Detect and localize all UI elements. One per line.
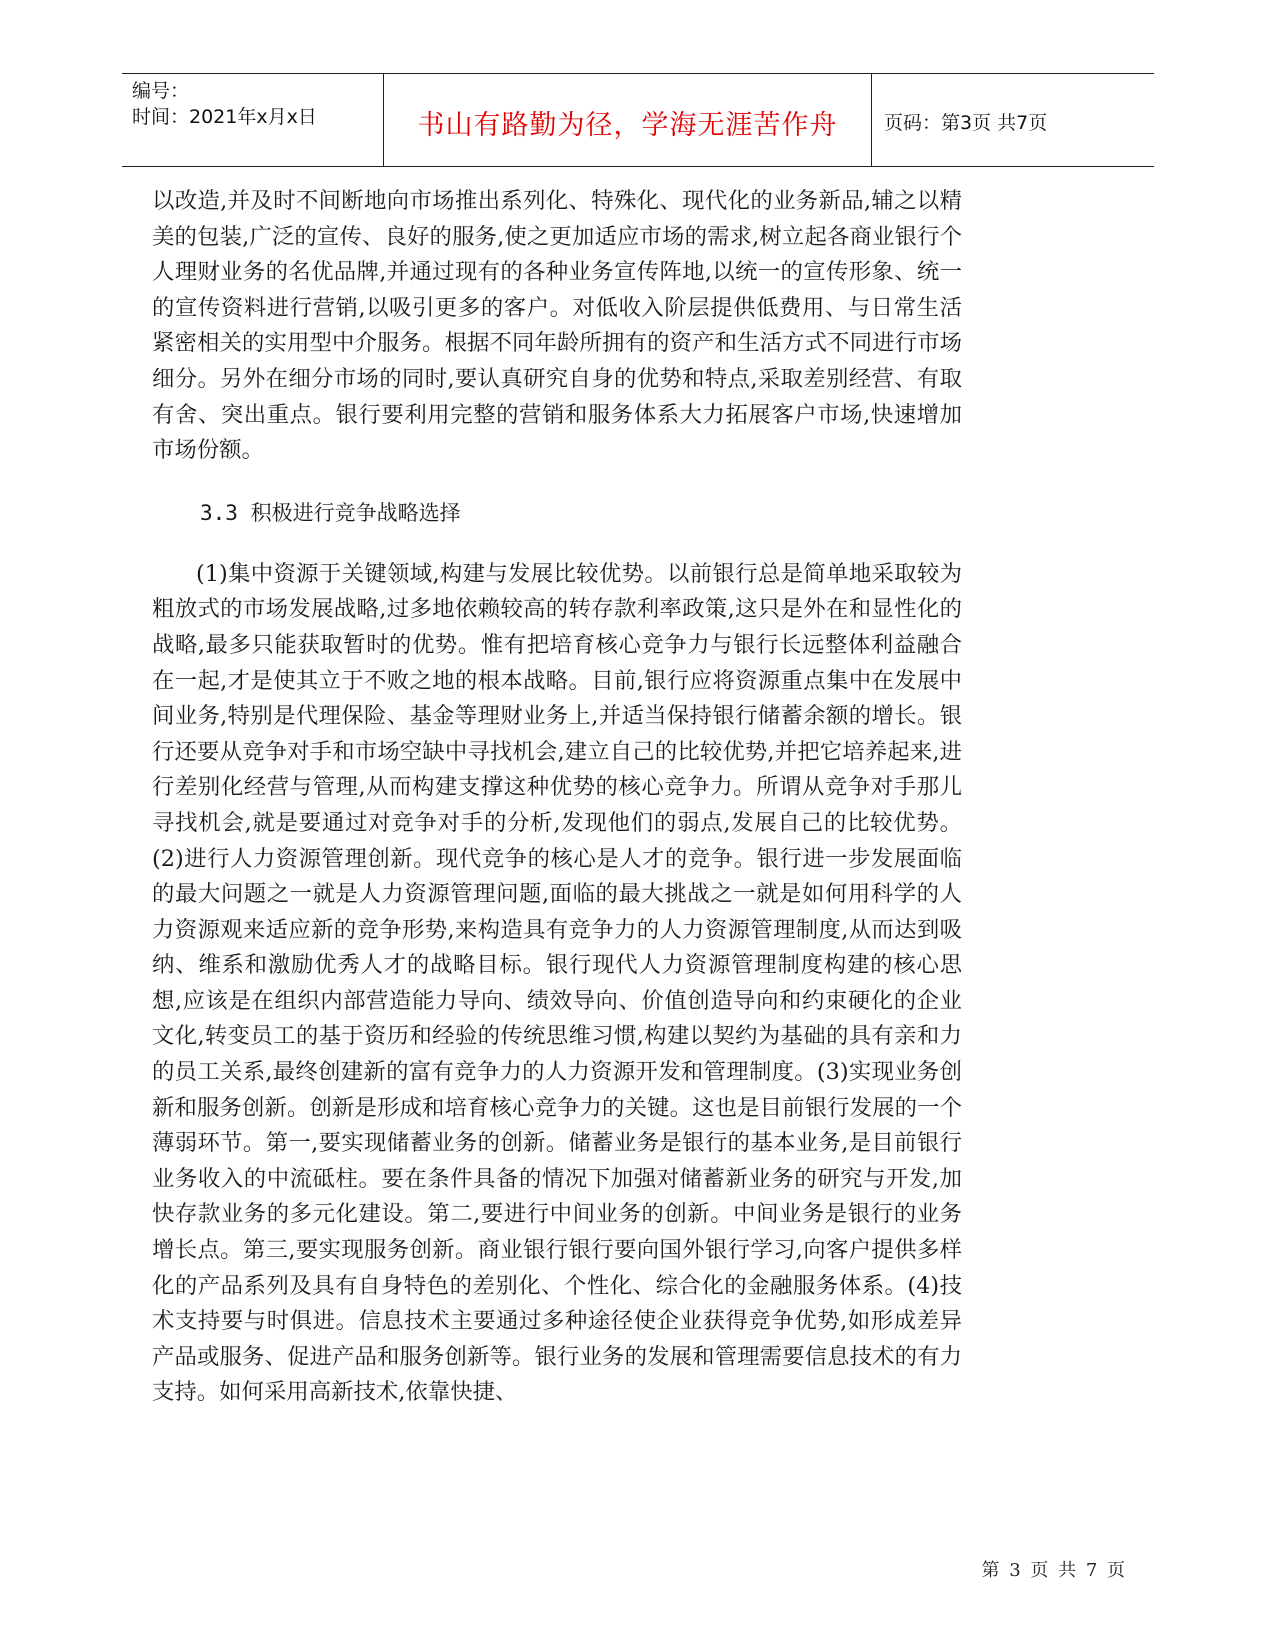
document-body (152, 184, 962, 1411)
document-date: 时间：2021年x月x日 (132, 106, 317, 128)
section-heading: 3.3 积极进行竞争战略选择 (200, 500, 461, 525)
body-paragraph-1: 以改造,并及时不间断地向市场推出系列化、特殊化、现代化的业务新品,辅之以精美的包装,广泛的宣传、良好的服务,使之更加适应市场的需求,树立起各商业银行个人理财业务的名优品牌,并通过现有的各种业务宣传阵地,以统一的宣传形象、统一的宣传资料进行营销,以吸引更多的客户。对低收入阶层提供低费用、与日常生活紧密相关的实用型中介服务。根据不同年龄所拥有的资产和生活方式不同进行市场细分。另外在细分市场的同时,要认真研究自身的优势和特点,采取差别经营、有取有舍、突出重点。银行要利用完整的营销和服务体系大力拓展客户市场,快速增加市场份额。 (152, 188, 962, 464)
document-number-label: 编号： (132, 80, 190, 102)
page-footer: 第 3 页 共 7 页 (981, 1560, 1127, 1581)
page-header (122, 73, 1154, 167)
header-motto: 书山有路勤为径，学海无涯苦作舟 (384, 74, 872, 166)
header-page-number: 页码：第3页 共7页 (884, 111, 1048, 134)
body-paragraph-2: (1)集中资源于关键领域,构建与发展比较优势。以前银行总是简单地采取较为粗放式的市场发展战略,过多地依赖较高的转存款利率政策,这只是外在和显性化的战略,最多只能获取暂时的优势。惟有把培育核心竞争力与银行长远整体利益融合在一起,才是使其立于不败之地的根本战略。目前,银行应将资源重点集中在发展中间业务,特别是代理保险、基金等理财业务上,并适当保持银行储蓄余额的增长。银行还要从竞争对手和市场空缺中寻找机会,建立自己的比较优势,并把它培养起来,进行差别化经营与管理,从而构建支撑这种优势的核心竞争力。所谓从竞争对手那儿寻找机会,就是要通过对竞争对手的分析,发现他们的弱点,发展自己的比较优势。(2)进行人力资源管理创新。现代竞争的核心是人才的竞争。银行进一步发展面临的最大问题之一就是人力资源管理问题,面临的最大挑战之一就是如何用科学的人力资源观来适应新的竞争形势,来构造具有竞争力的人力资源管理制度,从而达到吸纳、维系和激励优秀人才的战略目标。银行现代人力资源管理制度构建的核心思想,应该是在组织内部营造能力导向、绩效导向、价值创造导向和约束硬化的企业文化,转变员工的基于资历和经验的传统思维习惯,构建以契约为基础的具有亲和力的员工关系,最终创建新的富有竞争力的人力资源开发和管理制度。(3)实现业务创新和服务创新。创新是形成和培育核心竞争力的关键。这也是目前银行发展的一个薄弱环节。第一,要实现储蓄业务的创新。储蓄业务是银行的基本业务,是目前银行业务收入的中流砥柱。要在条件具备的情况下加强对储蓄新业务的研究与开发,加快存款业务的多元化建设。第二,要进行中间业务的创新。中间业务是银行的业务增长点。第三,要实现服务创新。商业银行银行要向国外银行学习,向客户提供多样化的产品系列及具有自身特色的差别化、个性化、综合化的金融服务体系。(4)技术支持要与时俱进。信息技术主要通过多种途径使企业获得竞争优势,如形成差异产品或服务、促进产品和服务创新等。银行业务的发展和管理需要信息技术的有力支持。如何采用高新技术,依靠快捷、 (152, 560, 962, 1406)
header-meta (122, 74, 384, 166)
